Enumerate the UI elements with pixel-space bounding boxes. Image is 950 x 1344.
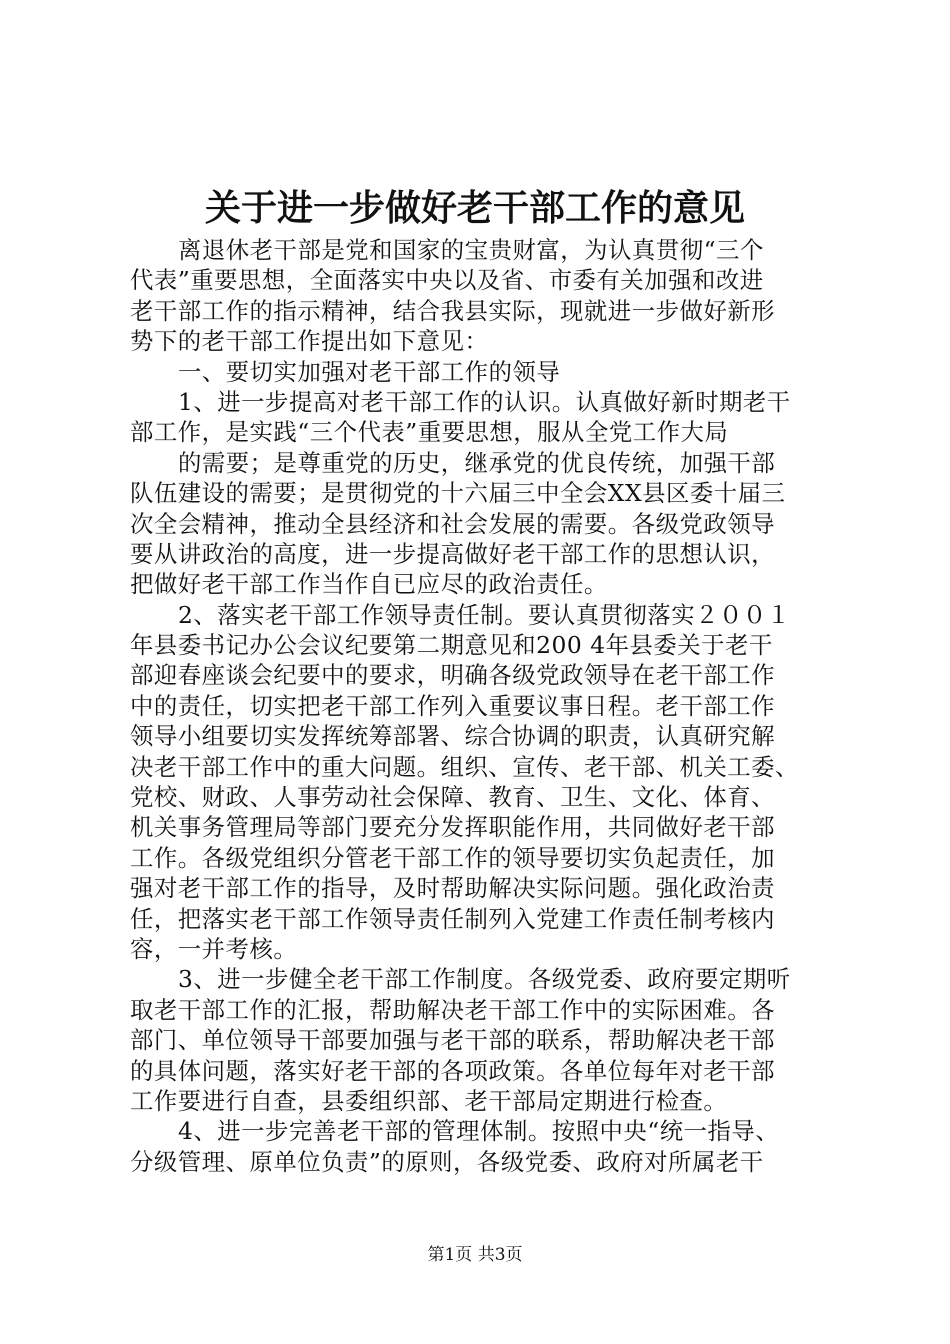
body-line: 老干部工作的指示精神，结合我县实际，现就进一步做好新形 bbox=[130, 296, 776, 325]
body-line: 次全会精神，推动全县经济和社会发展的需要。各级党政领导 bbox=[130, 509, 776, 538]
body-line: 3、进一步健全老干部工作制度。各级党委、政府要定期听 bbox=[178, 965, 791, 994]
body-line: 年县委书记办公会议纪要第二期意见和200 4年县委关于老干 bbox=[130, 631, 773, 660]
body-line: 取老干部工作的汇报，帮助解决老干部工作中的实际困难。各 bbox=[130, 995, 776, 1024]
body-line: 决老干部工作中的重大问题。组织、宣传、老干部、机关工委、 bbox=[130, 752, 799, 781]
body-line: 部门、单位领导干部要加强与老干部的联系，帮助解决老干部 bbox=[130, 1026, 776, 1055]
body-line: 队伍建设的需要；是贯彻党的十六届三中全会XX县区委十届三 bbox=[130, 479, 786, 508]
body-line: 的具体问题，落实好老干部的各项政策。各单位每年对老干部 bbox=[130, 1056, 776, 1085]
body-line: 领导小组要切实发挥统筹部署、综合协调的职责，认真研究解 bbox=[130, 722, 776, 751]
body-line: 容，一并考核。 bbox=[130, 934, 298, 963]
body-line: 代表”重要思想，全面落实中央以及省、市委有关加强和改进 bbox=[130, 266, 764, 295]
body-line: 分级管理、原单位负责”的原则，各级党委、政府对所属老干 bbox=[130, 1147, 764, 1176]
section-heading: 一、要切实加强对老干部工作的领导 bbox=[178, 357, 561, 386]
body-line: 工作要进行自查，县委组织部、老干部局定期进行检查。 bbox=[130, 1086, 728, 1115]
body-line: 机关事务管理局等部门要充分发挥职能作用，共同做好老干部 bbox=[130, 813, 776, 842]
body-line: 部迎春座谈会纪要中的要求，明确各级党政领导在老干部工作 bbox=[130, 661, 776, 690]
body-line: 离退休老干部是党和国家的宝贵财富，为认真贯彻“三个 bbox=[178, 236, 764, 264]
body-line: 的需要；是尊重党的历史，继承党的优良传统，加强干部 bbox=[178, 448, 776, 477]
body-line: 势下的老干部工作提出如下意见： bbox=[130, 327, 489, 356]
body-line: 部工作，是实践“三个代表”重要思想，服从全党工作大局 bbox=[130, 418, 729, 447]
body-line: 要从讲政治的高度，进一步提高做好老干部工作的思想认识， bbox=[130, 539, 776, 568]
body-line: 把做好老干部工作当作自已应尽的政治责任。 bbox=[130, 570, 608, 599]
body-line: 中的责任，切实把老干部工作列入重要议事日程。老干部工作 bbox=[130, 691, 776, 720]
body-line: 任，把落实老干部工作领导责任制列入党建工作责任制考核内 bbox=[130, 904, 776, 933]
document-title: 关于进一步做好老干部工作的意见 bbox=[204, 187, 745, 229]
body-line: 党校、财政、人事劳动社会保障、教育、卫生、文化、体育、 bbox=[130, 783, 776, 812]
document-body bbox=[130, 235, 830, 1177]
body-line: 2、落实老干部工作领导责任制。要认真贯彻落实２００１ bbox=[178, 600, 791, 629]
body-line: 强对老干部工作的指导，及时帮助解决实际问题。强化政治责 bbox=[130, 874, 776, 903]
body-line: 1、进一步提高对老干部工作的认识。认真做好新时期老干 bbox=[178, 387, 791, 416]
page-number: 第1页 共3页 bbox=[427, 1245, 523, 1265]
body-line: 4、进一步完善老干部的管理体制。按照中央“统一指导、 bbox=[178, 1117, 780, 1146]
body-line: 工作。各级党组织分管老干部工作的领导要切实负起责任，加 bbox=[130, 843, 776, 872]
